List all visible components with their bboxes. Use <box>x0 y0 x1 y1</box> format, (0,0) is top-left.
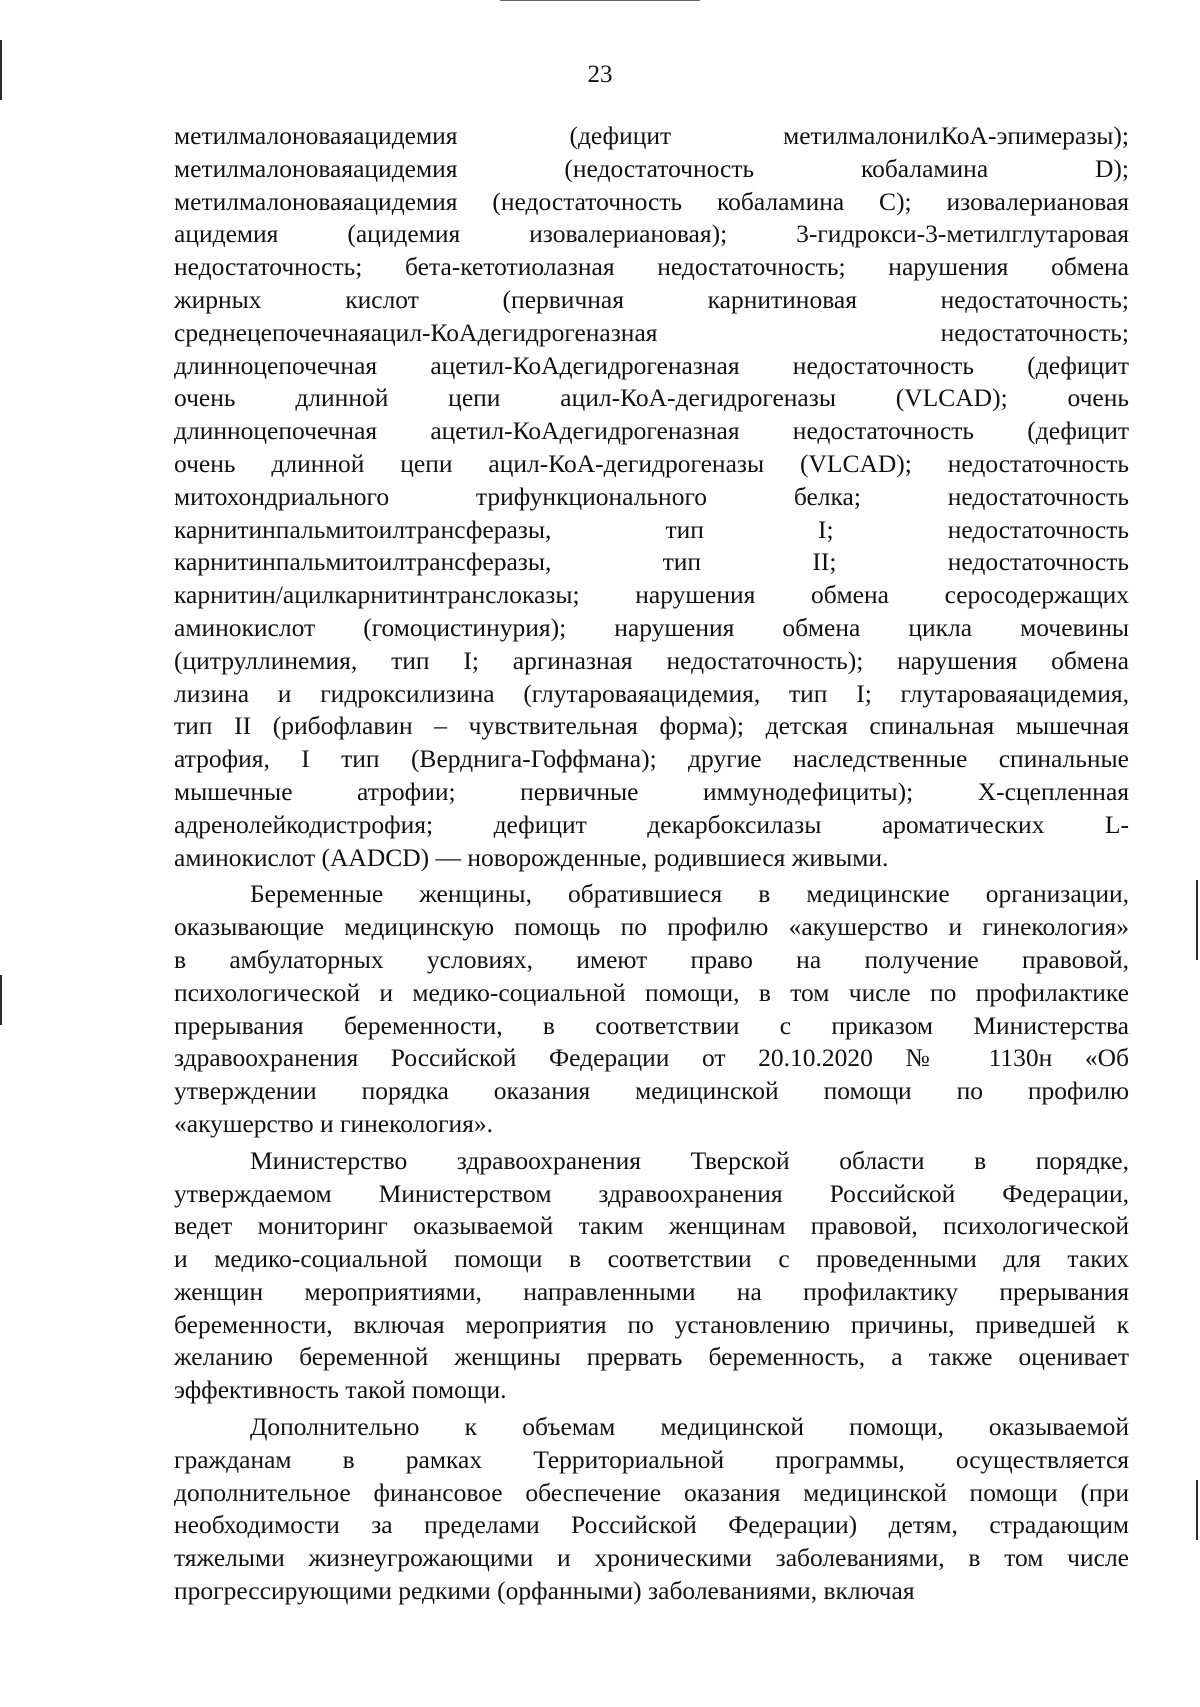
text-line: карнитинпальмитоилтрансферазы, тип I; недостаточность <box>174 514 1129 544</box>
text-line: прогрессирующими редкими (орфанными) заболеваниями, включая <box>174 1576 915 1606</box>
text-line: прерывания беременности, в соответствии с приказом Министерства <box>174 1010 1129 1040</box>
text-line: ацидемия (ацидемия изовалериановая); 3-гидрокси-3-метилглутаровая <box>174 219 1129 249</box>
text-line: мышечные атрофии; первичные иммунодефициты); Х-сцепленная <box>174 776 1129 806</box>
text-line: длинноцепочечная ацетил-КоАдегидрогеназная недостаточность (дефицит <box>174 416 1129 446</box>
text-line: лизина и гидроксилизина (глутароваяацидемия, тип I; глутароваяацидемия, <box>174 678 1129 708</box>
text-line: среднецепочечнаяацил-КоАдегидрогеназная недостаточность; <box>174 317 1129 347</box>
text-line: карнитинпальмитоилтрансферазы, тип II; недостаточность <box>174 547 1129 577</box>
text-line: очень длинной цепи ацил-КоА-дегидрогеназы (VLCAD); недостаточность <box>174 448 1129 478</box>
text-line: митохондриального трифункционального белка; недостаточность <box>174 481 1129 511</box>
text-line: гражданам в рамках Территориальной программы, осуществляется <box>174 1444 1129 1474</box>
text-line: Беременные женщины, обратившиеся в медицинские организации, <box>250 879 1129 909</box>
text-line: «акушерство и гинекология». <box>174 1108 494 1138</box>
text-line: дополнительное финансовое обеспечение оказания медицинской помощи (при <box>174 1477 1129 1507</box>
text-line: беременности, включая мероприятия по установлению причины, приведшей к <box>174 1309 1129 1339</box>
text-line: (цитруллинемия, тип I; аргиназная недостаточность); нарушения обмена <box>174 645 1129 675</box>
text-line: утверждаемом Министерством здравоохранения Российской Федерации, <box>174 1178 1129 1208</box>
text-line: жирных кислот (первичная карнитиновая недостаточность; <box>174 284 1129 314</box>
text-line: карнитин/ацилкарнитинтранслоказы; нарушения обмена серосодержащих <box>174 580 1129 610</box>
page-number: 23 <box>587 61 613 88</box>
text-line: желанию беременной женщины прервать беременность, а также оценивает <box>174 1342 1129 1372</box>
text-line: атрофия, I тип (Верднига-Гоффмана); другие наследственные спинальные <box>174 744 1129 774</box>
text-line: утверждении порядка оказания медицинской помощи по профилю <box>174 1076 1129 1106</box>
text-line: аминокислот (AADCD) — новорожденные, родившиеся живыми. <box>174 842 889 872</box>
text-line: аминокислот (гомоцистинурия); нарушения обмена цикла мочевины <box>174 612 1129 642</box>
text-line: адренолейкодистрофия; дефицит декарбоксилазы ароматических L- <box>174 809 1129 839</box>
scan-edge-mark <box>1196 1480 1198 1540</box>
scan-edge-mark <box>1196 880 1198 960</box>
text-line: в амбулаторных условиях, имеют право на получение правовой, <box>174 944 1129 974</box>
text-line: оказывающие медицинскую помощь по профилю «акушерство и гинекология» <box>174 912 1129 942</box>
text-line: здравоохранения Российской Федерации от 20.10.2020 № 1130н «Об <box>174 1043 1129 1073</box>
text-line: недостаточность; бета-кетотиолазная недостаточность; нарушения обмена <box>174 252 1129 282</box>
text-line: метилмалоноваяацидемия (недостаточность кобаламина D); <box>174 153 1129 183</box>
text-line: и медико-социальной помощи в соответствии с проведенными для таких <box>174 1244 1129 1274</box>
text-line: психологической и медико-социальной помощи, в том числе по профилактике <box>174 977 1129 1007</box>
text-line: женщин мероприятиями, направленными на профилактику прерывания <box>174 1276 1129 1306</box>
scan-edge-mark <box>0 975 2 1025</box>
text-line: тип II (рибофлавин – чувствительная форма); детская спинальная мышечная <box>174 711 1129 741</box>
text-line: метилмалоноваяацидемия (дефицит метилмалонилКоА-эпимеразы); <box>174 121 1129 150</box>
text-line: метилмалоноваяацидемия (недостаточность кобаламина С); изовалериановая <box>174 186 1129 216</box>
text-line: Министерство здравоохранения Тверской области в порядке, <box>250 1145 1129 1175</box>
text-line: тяжелыми жизнеугрожающими и хроническими заболеваниями, в том числе <box>174 1543 1129 1573</box>
text-line: длинноцепочечная ацетил-КоАдегидрогеназная недостаточность (дефицит <box>174 350 1129 380</box>
text-line: эффективность такой помощи. <box>174 1375 507 1405</box>
paragraph <box>174 120 1129 874</box>
scan-edge-mark <box>500 0 700 1</box>
document-body <box>174 120 1129 1608</box>
paragraph <box>174 1411 1129 1608</box>
text-line: очень длинной цепи ацил-КоА-дегидрогеназы (VLCAD); очень <box>174 383 1129 413</box>
text-line: ведет мониторинг оказываемой таким женщинам правовой, психологической <box>174 1211 1129 1241</box>
text-line: необходимости за пределами Российской Федерации) детям, страдающим <box>174 1510 1129 1540</box>
paragraph <box>174 878 1129 1140</box>
text-line: Дополнительно к объемам медицинской помощи, оказываемой <box>250 1412 1129 1442</box>
paragraph <box>174 1145 1129 1407</box>
